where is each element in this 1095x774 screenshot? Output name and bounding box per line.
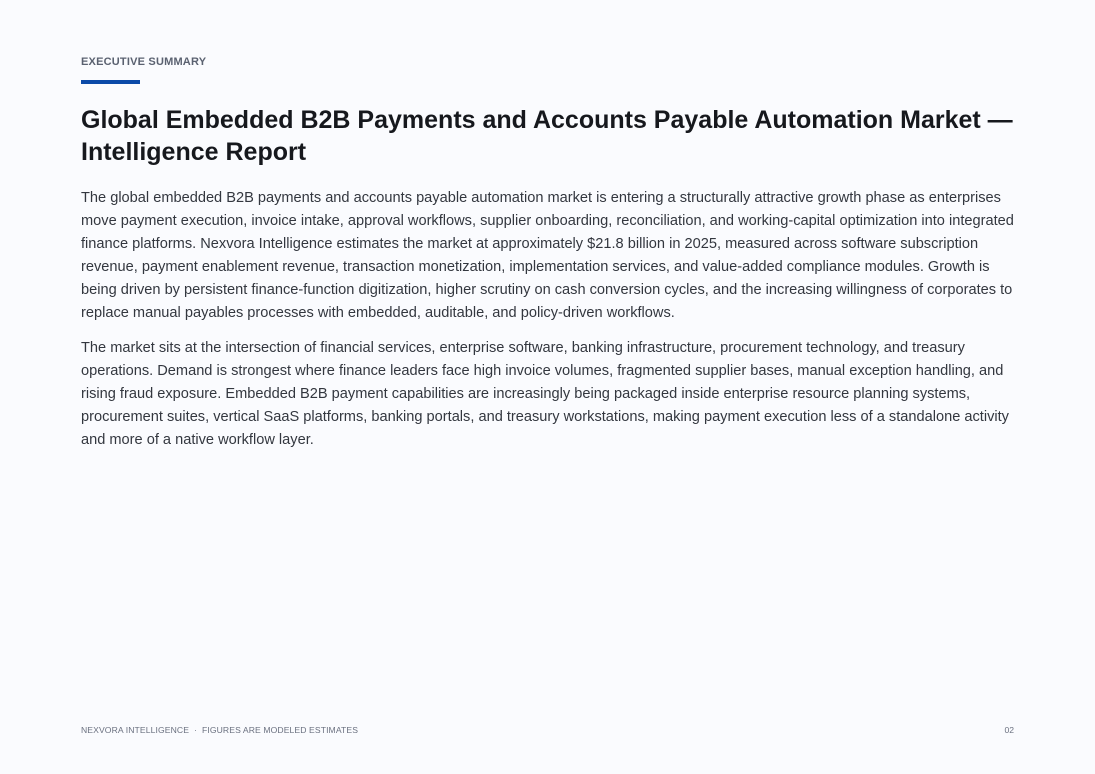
section-eyebrow: EXECUTIVE SUMMARY bbox=[81, 56, 207, 68]
summary-body bbox=[81, 187, 1014, 464]
page-title: Global Embedded B2B Payments and Accounts Payable Automation Market — Intelligence Report bbox=[81, 106, 1013, 166]
accent-rule bbox=[81, 80, 140, 84]
footer-note: FIGURES ARE MODELED ESTIMATES bbox=[202, 725, 359, 735]
footer-brand: NEXVORA INTELLIGENCE bbox=[81, 725, 190, 735]
summary-paragraph-2: The market sits at the intersection of financial services, enterprise software, banking infrastructure, procurement technology, and treasury operations. Demand is strongest where finance leaders face high invoice volumes, fragmented supplier bases, manual exception handling, and rising fraud exposure. Embedded B2B payment capabilities are increasingly being packaged inside enterprise resource planning systems, procurement suites, vertical SaaS platforms, banking portals, and treasury workstations, making payment execution less of a standalone activity and more of a native workflow layer. bbox=[81, 340, 1009, 448]
footer-separator: · bbox=[194, 725, 197, 735]
page-number: 02 bbox=[1004, 725, 1014, 735]
summary-paragraph-1: The global embedded B2B payments and accounts payable automation market is entering a structurally attractive growth phase as enterprises move payment execution, invoice intake, approval workflows, supplier onboarding, reconciliation, and working-capital optimization into integrated finance platforms. Nexvora Intelligence estimates the market at approximately $21.8 billion in 2025, measured across software subscription revenue, payment enablement revenue, transaction monetization, implementation services, and value-added compliance modules. Growth is being driven by persistent finance-function digitization, higher scrutiny on cash conversion cycles, and the increasing willingness of corporates to replace manual payables processes with embedded, auditable, and policy-driven workflows. bbox=[81, 190, 1014, 321]
report-page bbox=[81, 0, 1014, 774]
footer-left bbox=[81, 725, 358, 735]
